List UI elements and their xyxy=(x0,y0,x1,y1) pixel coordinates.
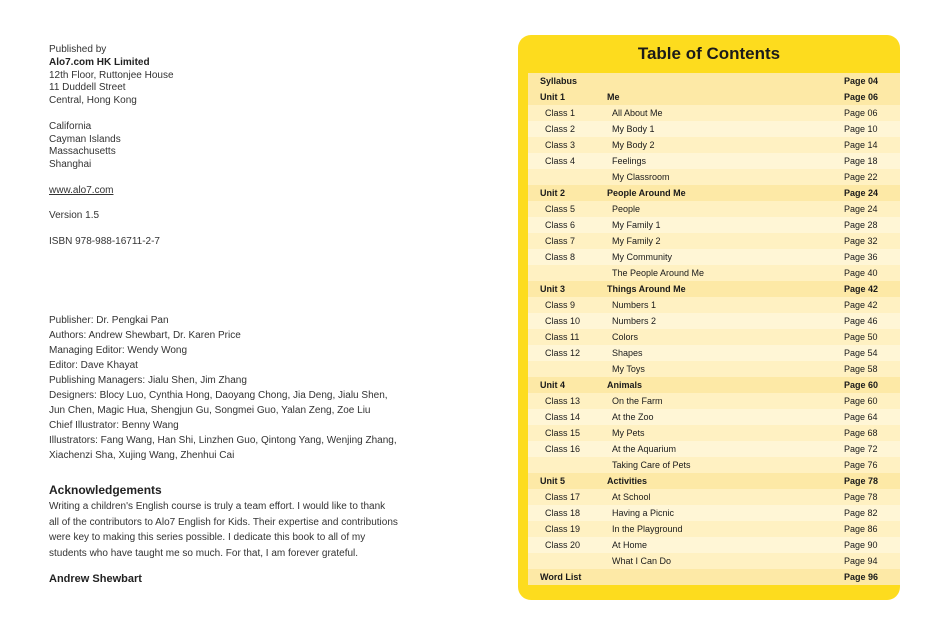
toc-class-row[interactable] xyxy=(528,249,900,265)
address-line: Central, Hong Kong xyxy=(49,95,137,107)
toc-label: Class 7 xyxy=(545,236,576,246)
toc-class-row[interactable] xyxy=(528,521,900,537)
toc-title-text: Me xyxy=(607,92,620,102)
toc-page-number: Page 90 xyxy=(844,540,878,550)
toc-title-text: Things Around Me xyxy=(607,284,686,294)
toc-title-text: My Family 2 xyxy=(612,236,661,246)
toc-label: Class 18 xyxy=(545,508,581,518)
toc-label: Class 15 xyxy=(545,428,581,438)
toc-title-text: All About Me xyxy=(612,108,663,118)
toc-page-number: Page 40 xyxy=(844,268,878,278)
toc-title-text: My Family 1 xyxy=(612,220,661,230)
toc-title-text: Feelings xyxy=(612,156,647,166)
isbn-text: ISBN 978-988-16711-2-7 xyxy=(49,235,160,247)
toc-class-row[interactable] xyxy=(528,233,900,249)
toc-label: Class 1 xyxy=(545,108,576,118)
toc-label: Class 5 xyxy=(545,204,576,214)
toc-title-text: What I Can Do xyxy=(612,556,672,566)
toc-page-number: Page 68 xyxy=(844,428,878,438)
toc-page-number: Page 96 xyxy=(844,572,879,582)
toc-class-row[interactable] xyxy=(528,409,900,425)
toc-class-row[interactable] xyxy=(528,329,900,345)
acknowledgements-line: were key to making this series possible. I dedicate this book to all of my xyxy=(49,532,366,543)
toc-class-row[interactable] xyxy=(528,393,900,409)
toc-title-text: My Body 2 xyxy=(612,140,655,150)
toc-class-row[interactable] xyxy=(528,265,900,281)
credit-line: Publishing Managers: Jialu Shen, Jim Zhang xyxy=(49,375,247,386)
toc-title-text: Animals xyxy=(607,380,643,390)
toc-page-number: Page 14 xyxy=(844,140,878,150)
toc-page-number: Page 64 xyxy=(844,412,878,422)
toc-label: Class 16 xyxy=(545,444,581,454)
toc-class-row[interactable] xyxy=(528,201,900,217)
toc-page-number: Page 42 xyxy=(844,284,879,294)
toc-label: Class 17 xyxy=(545,492,581,502)
toc-class-row[interactable] xyxy=(528,361,900,377)
toc-label: Class 9 xyxy=(545,300,576,310)
toc-page-number: Page 10 xyxy=(844,124,878,134)
credit-line: Illustrators: Fang Wang, Han Shi, Linzhen Guo, Qintong Yang, Wenjing Zhang, xyxy=(49,435,397,446)
toc-page-number: Page 24 xyxy=(844,204,878,214)
toc-page-number: Page 60 xyxy=(844,380,879,390)
toc-section-row[interactable] xyxy=(528,185,900,201)
toc-title-text: Taking Care of Pets xyxy=(612,460,691,470)
credit-line: Designers: Blocy Luo, Cynthia Hong, Daoyang Chong, Jia Deng, Jialu Shen, xyxy=(49,390,388,401)
toc-title-text: At the Aquarium xyxy=(612,444,677,454)
toc-class-row[interactable] xyxy=(528,297,900,313)
toc-title-text: Activities xyxy=(607,476,648,486)
toc-page-number: Page 76 xyxy=(844,460,878,470)
toc-page-number: Page 78 xyxy=(844,492,878,502)
toc-title-text: In the Playground xyxy=(612,524,683,534)
toc-title-text: Numbers 2 xyxy=(612,316,657,326)
toc-title-text: At School xyxy=(612,492,651,502)
toc-label: Class 14 xyxy=(545,412,581,422)
toc-section-row[interactable] xyxy=(528,89,900,105)
acknowledgements-signature: Andrew Shewbart xyxy=(49,573,142,585)
toc-page-number: Page 24 xyxy=(844,188,879,198)
toc-label: Class 19 xyxy=(545,524,581,534)
toc-title-text: People Around Me xyxy=(607,188,686,198)
toc-page-number: Page 06 xyxy=(844,92,879,102)
toc-page-number: Page 58 xyxy=(844,364,878,374)
credit-line: Xiachenzi Sha, Xujing Wang, Zhenhui Cai xyxy=(49,450,235,461)
toc-section-row[interactable] xyxy=(528,281,900,297)
toc-title-text: Numbers 1 xyxy=(612,300,657,310)
credit-line: Authors: Andrew Shewbart, Dr. Karen Price xyxy=(49,330,241,341)
toc-page-number: Page 54 xyxy=(844,348,878,358)
toc-label: Class 3 xyxy=(545,140,576,150)
credits-block xyxy=(49,313,449,463)
toc-title-text: My Toys xyxy=(612,364,645,374)
toc-class-row[interactable] xyxy=(528,489,900,505)
acknowledgements-line: Writing a children's English course is truly a team effort. I would like to thank xyxy=(49,501,386,512)
location-line: Massachusetts xyxy=(49,146,116,158)
credit-line: Managing Editor: Wendy Wong xyxy=(49,345,188,356)
table-of-contents xyxy=(518,35,900,600)
imprint-block xyxy=(49,44,449,249)
toc-class-row[interactable] xyxy=(528,217,900,233)
address-line: 11 Duddell Street xyxy=(49,82,126,94)
toc-title-text: My Community xyxy=(612,252,673,262)
toc-title-text: At the Zoo xyxy=(612,412,654,422)
toc-page-number: Page 04 xyxy=(844,76,879,86)
acknowledgements-line: all of the contributors to Alo7 English for Kids. Their expertise and contributions xyxy=(49,516,398,528)
toc-section-row[interactable] xyxy=(528,377,900,393)
toc-class-row[interactable] xyxy=(528,137,900,153)
toc-label: Unit 3 xyxy=(540,284,566,294)
toc-class-row[interactable] xyxy=(528,153,900,169)
toc-label: Class 10 xyxy=(545,316,581,326)
toc-page-number: Page 50 xyxy=(844,332,878,342)
toc-page-number: Page 86 xyxy=(844,524,878,534)
acknowledgements-line: students who have taught me so much. For that, I am forever grateful. xyxy=(49,547,359,559)
acknowledgements-title: Acknowledgements xyxy=(49,483,162,497)
toc-page-number: Page 94 xyxy=(844,556,878,566)
website-link[interactable]: www.alo7.com xyxy=(49,184,114,196)
toc-title: Table of Contents xyxy=(637,44,781,63)
credit-line: Jun Chen, Magic Hua, Shengjun Gu, Songmei Guo, Yalan Zeng, Zoe Liu xyxy=(49,405,371,416)
toc-page-number: Page 06 xyxy=(844,108,878,118)
toc-page-number: Page 42 xyxy=(844,300,878,310)
toc-label: Unit 4 xyxy=(540,380,566,390)
toc-page-number: Page 18 xyxy=(844,156,878,166)
toc-label: Class 2 xyxy=(545,124,576,134)
toc-section-row[interactable] xyxy=(528,569,900,585)
toc-label: Unit 2 xyxy=(540,188,566,198)
location-line: California xyxy=(49,120,92,132)
toc-page-number: Page 36 xyxy=(844,252,878,262)
toc-title-text: Colors xyxy=(612,332,639,342)
toc-page-number: Page 60 xyxy=(844,396,878,406)
toc-class-row[interactable] xyxy=(528,553,900,569)
toc-label: Class 20 xyxy=(545,540,581,550)
published-by-label: Published by xyxy=(49,44,107,55)
toc-label: Class 13 xyxy=(545,396,581,406)
toc-list xyxy=(528,73,900,583)
toc-title-text: Having a Picnic xyxy=(612,508,675,518)
address-line: 12th Floor, Ruttonjee House xyxy=(49,69,174,81)
toc-title-text: My Pets xyxy=(612,428,645,438)
acknowledgements-body xyxy=(49,499,429,561)
credit-line: Editor: Dave Khayat xyxy=(49,360,138,371)
toc-title-text: People xyxy=(612,204,641,214)
toc-class-row[interactable] xyxy=(528,505,900,521)
credit-line: Publisher: Dr. Pengkai Pan xyxy=(49,315,169,326)
toc-label: Syllabus xyxy=(540,76,578,86)
toc-page-number: Page 28 xyxy=(844,220,878,230)
toc-class-row[interactable] xyxy=(528,425,900,441)
toc-label: Unit 1 xyxy=(540,92,566,102)
location-line: Shanghai xyxy=(49,159,92,171)
toc-class-row[interactable] xyxy=(528,313,900,329)
toc-title-text: Shapes xyxy=(612,348,643,358)
toc-class-row[interactable] xyxy=(528,457,900,473)
toc-title-text: My Body 1 xyxy=(612,124,655,134)
toc-label: Class 4 xyxy=(545,156,576,166)
toc-title-text: At Home xyxy=(612,540,648,550)
toc-class-row[interactable] xyxy=(528,345,900,361)
toc-title-text: My Classroom xyxy=(612,172,670,182)
toc-section-row[interactable] xyxy=(528,73,900,89)
toc-label: Class 11 xyxy=(545,332,580,342)
toc-label: Class 8 xyxy=(545,252,576,262)
toc-page-number: Page 46 xyxy=(844,316,878,326)
toc-title-text: The People Around Me xyxy=(612,268,705,278)
toc-label: Word List xyxy=(540,572,582,582)
toc-class-row[interactable] xyxy=(528,121,900,137)
toc-page-number: Page 82 xyxy=(844,508,878,518)
toc-class-row[interactable] xyxy=(528,105,900,121)
toc-class-row[interactable] xyxy=(528,441,900,457)
version-text: Version 1.5 xyxy=(49,210,100,222)
toc-class-row[interactable] xyxy=(528,169,900,185)
toc-label: Unit 5 xyxy=(540,476,566,486)
toc-title-text: On the Farm xyxy=(612,396,663,406)
toc-label: Class 12 xyxy=(545,348,581,358)
toc-page-number: Page 32 xyxy=(844,236,878,246)
toc-page-number: Page 78 xyxy=(844,476,879,486)
toc-section-row[interactable] xyxy=(528,473,900,489)
toc-label: Class 6 xyxy=(545,220,576,230)
toc-class-row[interactable] xyxy=(528,537,900,553)
publisher-name: Alo7.com HK Limited xyxy=(49,56,150,68)
toc-page-number: Page 22 xyxy=(844,172,878,182)
location-line: Cayman Islands xyxy=(49,133,121,145)
toc-page-number: Page 72 xyxy=(844,444,878,454)
credit-line: Chief Illustrator: Benny Wang xyxy=(49,420,179,431)
